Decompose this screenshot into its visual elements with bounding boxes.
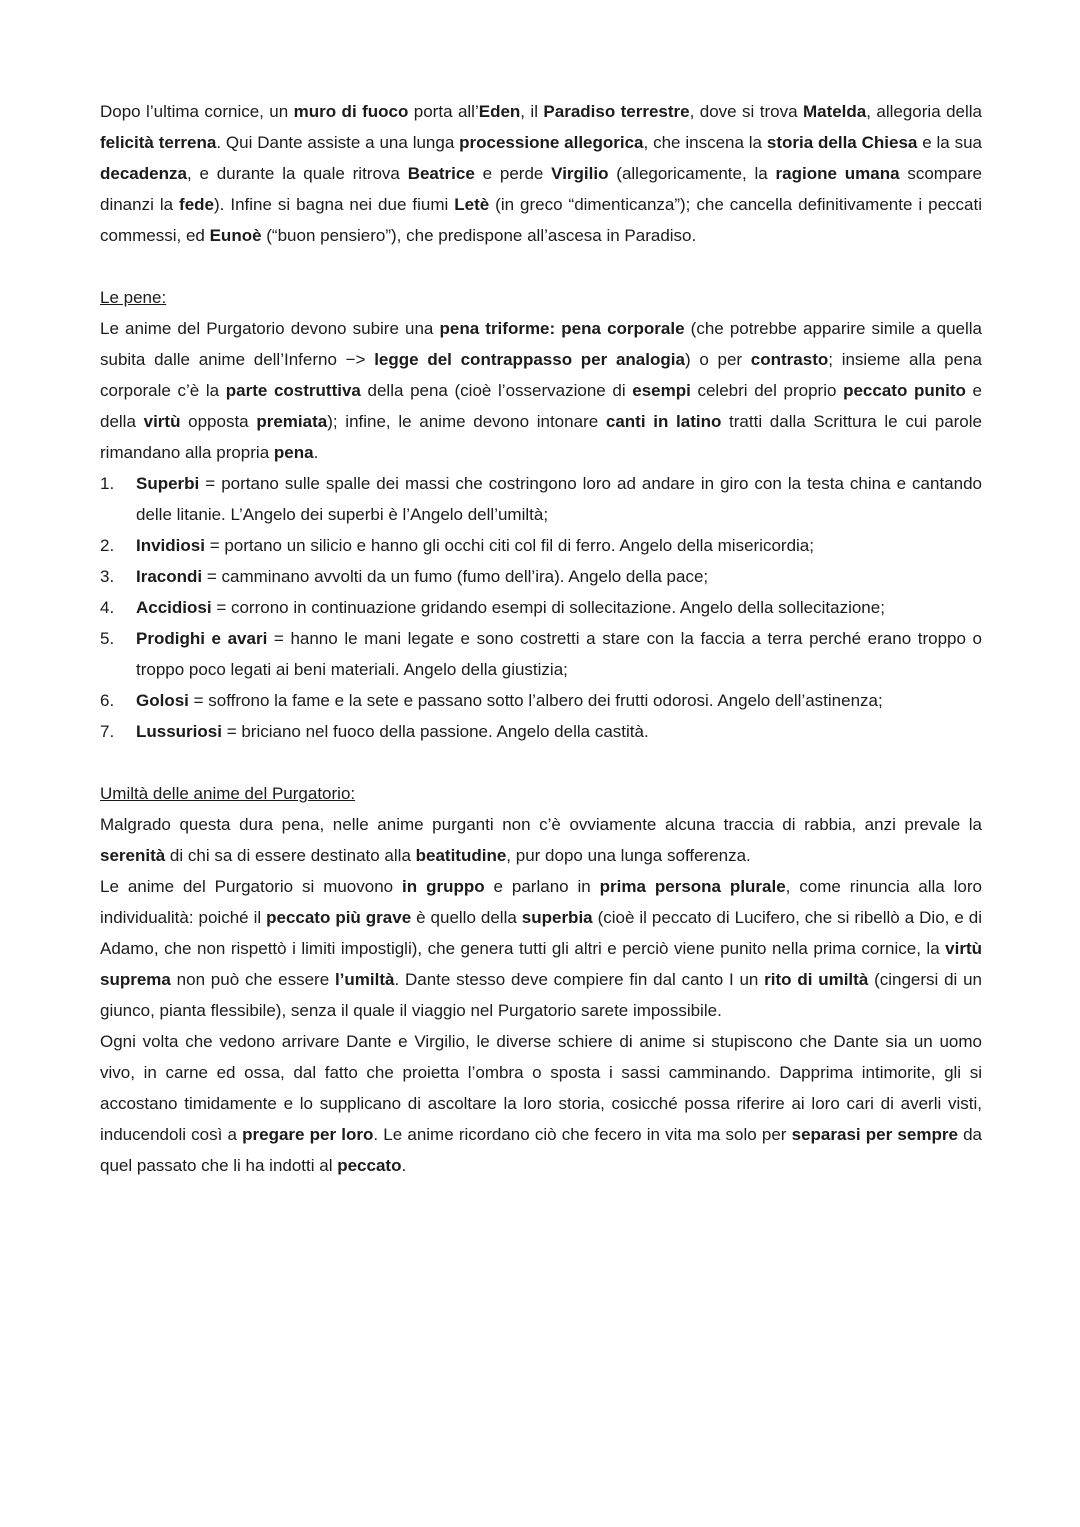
text-segment: Iracondi (136, 567, 203, 586)
text-segment: e perde (474, 164, 552, 183)
text-segment: , dove si trova (689, 102, 803, 121)
text-segment: Virgilio (551, 164, 609, 183)
text-segment: e parlano in (484, 877, 600, 896)
text-segment: (allegoricamente, la (608, 164, 776, 183)
list-item (100, 530, 982, 561)
text-segment: , che inscena la (643, 133, 767, 152)
text-segment: = soffrono la fame e la sete e passano sotto l’albero dei frutti odorosi. Angelo dell’astinenza; (188, 691, 883, 710)
text-segment: separasi per sempre (791, 1125, 958, 1144)
text-segment: Accidiosi (136, 598, 212, 617)
text-segment: esempi (632, 381, 691, 400)
paragraph-umilta-incontri (100, 1026, 982, 1181)
text-segment: l’umiltà (334, 970, 395, 989)
text-segment: = corrono in continuazione gridando esempi di sollecitazione. Angelo della sollecitazione; (211, 598, 885, 617)
text-segment: , come rinuncia alla loro individualità: poiché il (100, 877, 982, 927)
text-segment: pena corporale (561, 319, 685, 338)
text-segment: , e durante la quale ritrova (186, 164, 408, 183)
text-segment: storia della Chiesa (766, 133, 918, 152)
text-segment: rito di umiltà (764, 970, 869, 989)
text-segment: ). Infine si bagna nei due fiumi (214, 195, 455, 214)
text-segment: (“buon pensiero”), che predispone all’ascesa in Paradiso. (261, 226, 697, 245)
text-segment: = briciano nel fuoco della passione. Angelo della castità. (221, 722, 649, 741)
list-item (100, 561, 982, 592)
section-heading-umilta (100, 778, 982, 809)
list-item-number: 6. (100, 691, 115, 710)
text-segment: pena (273, 443, 314, 462)
list-item-number: 4. (100, 598, 115, 617)
text-segment: decadenza (100, 164, 187, 183)
paragraph-spacer (100, 747, 982, 778)
section-heading-text: Le pene: (100, 288, 167, 307)
text-segment: scompare dinanzi la (100, 164, 982, 214)
text-segment: porta all’ (408, 102, 479, 121)
text-segment: Malgrado questa dura pena, nelle anime purganti non c’è ovviamente alcuna traccia di rabbia, anzi prevale la (100, 815, 982, 834)
document-content (100, 96, 982, 1181)
punishments-list (100, 468, 982, 747)
text-segment: Beatrice (407, 164, 475, 183)
list-item-text (136, 530, 982, 561)
text-segment: Letè (454, 195, 490, 214)
text-segment: . (401, 1156, 407, 1175)
text-segment: (cioè il peccato di Lucifero, che si ribellò a Dio, e di Adamo, che non rispettò i limiti impostigli), che genera tutti gli altri e perciò viene punito nella prima cornice, la (100, 908, 982, 958)
text-segment: opposta (180, 412, 257, 431)
text-segment: (cingersi di un giunco, pianta flessibile), senza il quale il viaggio nel Purgatorio sarete impossibile. (100, 970, 983, 1020)
text-segment: , allegoria della (866, 102, 982, 121)
text-segment: processione allegorica (459, 133, 644, 152)
text-segment: della pena (cioè l’osservazione di (360, 381, 633, 400)
text-segment: , il (520, 102, 544, 121)
text-segment: e della (100, 381, 982, 431)
text-segment: pena triforme: (439, 319, 556, 338)
text-segment: parte costruttiva (225, 381, 361, 400)
text-segment: serenità (100, 846, 166, 865)
text-segment: . (313, 443, 319, 462)
text-segment: non può che essere (170, 970, 335, 989)
text-segment: e la sua (917, 133, 982, 152)
paragraph-spacer (100, 251, 982, 282)
text-segment: . Le anime ricordano ciò che fecero in vita ma solo per (373, 1125, 792, 1144)
text-segment: contrasto (750, 350, 829, 369)
text-segment: premiata (256, 412, 328, 431)
text-segment: superbia (521, 908, 593, 927)
list-item-text (136, 623, 982, 685)
text-segment: = portano un silicio e hanno gli occhi citi col fil di ferro. Angelo della misericordia; (204, 536, 814, 555)
text-segment: = portano sulle spalle dei massi che costringono loro ad andare in giro con la testa china e cantando delle litanie. L’Angelo dei superbi è l’Angelo dell’umiltà; (136, 474, 982, 524)
text-segment: ) o per (684, 350, 751, 369)
text-segment: (in greco “dimenticanza”); che cancella definitivamente i peccati commessi, ed (100, 195, 982, 245)
text-segment: è quello della (411, 908, 522, 927)
text-segment: canti in latino (605, 412, 722, 431)
text-segment: ); infine, le anime devono intonare (327, 412, 606, 431)
text-segment: ragione umana (775, 164, 900, 183)
list-item-text (136, 685, 982, 716)
list-item (100, 592, 982, 623)
text-segment: pregare per loro (242, 1125, 374, 1144)
text-segment: virtù (143, 412, 181, 431)
list-item-text (136, 561, 982, 592)
list-item-number: 5. (100, 629, 115, 648)
list-item (100, 685, 982, 716)
text-segment: Dopo l’ultima cornice, un (100, 102, 294, 121)
text-segment: . Qui Dante assiste a una lunga (216, 133, 460, 152)
text-segment: Prodighi e avari (136, 629, 268, 648)
text-segment: Eden (478, 102, 521, 121)
text-segment: Golosi (136, 691, 189, 710)
text-segment: Matelda (802, 102, 867, 121)
text-segment: da quel passato che li ha indotti al (100, 1125, 982, 1175)
list-item-text (136, 468, 982, 530)
list-item-number: 2. (100, 536, 115, 555)
text-segment: . Dante stesso deve compiere fin dal canto I un (394, 970, 765, 989)
text-segment: di chi sa di essere destinato alla (165, 846, 416, 865)
text-segment: peccato (337, 1156, 402, 1175)
text-segment: = hanno le mani legate e sono costretti a stare con la faccia a terra perché erano troppo o troppo poco legati ai beni materiali. Angelo della giustizia; (136, 629, 983, 679)
text-segment: tratti dalla Scrittura le cui parole rimandano alla propria (100, 412, 982, 462)
text-segment: virtù suprema (100, 939, 982, 989)
paragraph-pene (100, 313, 982, 468)
list-item (100, 468, 982, 530)
text-segment: peccato punito (843, 381, 966, 400)
section-heading-le-pene (100, 282, 982, 313)
text-segment: Le anime del Purgatorio si muovono (100, 877, 403, 896)
text-segment: peccato più grave (266, 908, 412, 927)
list-item (100, 716, 982, 747)
text-segment: Paradiso terrestre (543, 102, 690, 121)
list-item-text (136, 716, 982, 747)
list-item (100, 623, 982, 685)
text-segment: fede (179, 195, 215, 214)
list-item-number: 1. (100, 474, 115, 493)
list-item-text (136, 592, 982, 623)
text-segment: beatitudine (415, 846, 507, 865)
paragraph-umilta-gruppo (100, 871, 982, 1026)
section-heading-text: Umiltà delle anime del Purgatorio: (100, 784, 356, 803)
paragraph-eden (100, 96, 982, 251)
list-item-number: 7. (100, 722, 115, 741)
text-segment: Lussuriosi (136, 722, 222, 741)
text-segment: muro di fuoco (293, 102, 409, 121)
text-segment: = camminano avvolti da un fumo (fumo dell’ira). Angelo della pace; (202, 567, 709, 586)
text-segment: Eunoè (209, 226, 262, 245)
list-item-number: 3. (100, 567, 115, 586)
text-segment: celebri del proprio (690, 381, 844, 400)
paragraph-umilta-serenita (100, 809, 982, 871)
text-segment: in gruppo (402, 877, 485, 896)
text-segment: (che potrebbe apparire simile a quella subita dalle anime dell’Inferno −> (100, 319, 983, 369)
text-segment: Superbi (136, 474, 200, 493)
text-segment: Invidiosi (136, 536, 205, 555)
text-segment: legge del contrappasso per analogia (374, 350, 685, 369)
text-segment: Ogni volta che vedono arrivare Dante e Virgilio, le diverse schiere di anime si stupiscono che Dante sia un uomo vivo, in carne ed ossa, dal fatto che proietta l’ombra o sposta i sassi camminando. Dapprima intimorite, gli si accostano timidamente e lo supplicano di ascoltare la loro storia, cosicché possa riferire ai loro cari di averli visti, inducendoli così a (100, 1032, 982, 1144)
text-segment: Le anime del Purgatorio devono subire una (100, 319, 440, 338)
text-segment: felicità terrena (100, 133, 217, 152)
text-segment: , pur dopo una lunga sofferenza. (506, 846, 751, 865)
text-segment: prima persona plurale (599, 877, 786, 896)
text-segment: ; insieme alla pena corporale c’è la (100, 350, 982, 400)
